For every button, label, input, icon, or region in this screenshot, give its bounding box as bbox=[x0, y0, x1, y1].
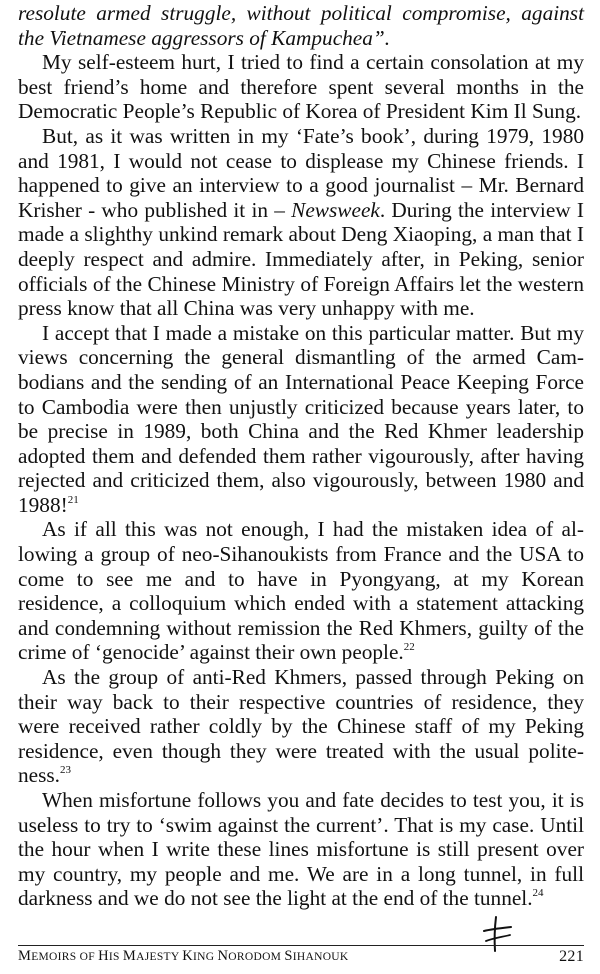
paragraph bbox=[18, 124, 584, 321]
paragraph-text: But, as it was written in my ‘Fate’s book’, during 1979, 1980 and 1981, I would not cease to displease my Chinese friends. I happened to give an interview to a good journalist – Mr. Bernard Krisher - who published it in – bbox=[18, 123, 584, 222]
paragraph-text: My self-esteem hurt, I tried to find a certain consolation at my best friend’s home and therefore spent several months in the Democratic People’s Republic of Korea of President Kim Il Sung. bbox=[18, 50, 584, 124]
paragraph bbox=[18, 665, 584, 788]
paragraph-text: I accept that I made a mistake on this particular matter. But my views concerning the general dismantling of the armed Cambodians and the sending of an International Peace Keeping Force to Cambodia were then unjustly criticized because years later, to be precise in 1989, both China and the Red Khmer leadership adopted them and defended them rather vigourously, after having rejected and criticized them, also vigourously, between 1980 and 1988! bbox=[18, 320, 584, 517]
paragraph-continuation bbox=[18, 1, 584, 50]
paragraph bbox=[18, 788, 584, 911]
page-footer bbox=[18, 948, 584, 972]
paragraph-text: When misfortune follows you and fate decides to test you, it is useless to try to ‘swim against the current’. That is my case. Until the hour when I write these lines misfortune is still present over my country, my people and me. We are in a long tunnel, in full darkness and we do not see the light at the end of the tunnel. bbox=[18, 788, 584, 911]
paragraph bbox=[18, 321, 584, 518]
footer-rule bbox=[18, 945, 584, 946]
footnote-marker[interactable]: 23 bbox=[60, 764, 72, 777]
footnote-marker[interactable]: 24 bbox=[532, 887, 544, 900]
paragraph bbox=[18, 517, 584, 665]
paragraph-text: resolute armed struggle, without political compromise, against the Vietnamese aggressors of Kampuchea”. bbox=[18, 1, 584, 50]
paragraph-text: As the group of anti-Red Khmers, passed through Peking on their way back to their respective countries of residence, they were received rather coldly by the Chinese staff of my Peking residence, even though they were treated with the usual politeness. bbox=[18, 665, 584, 788]
paragraph bbox=[18, 50, 584, 124]
footnote-marker[interactable]: 22 bbox=[403, 641, 415, 654]
footnote-marker[interactable]: 21 bbox=[67, 493, 79, 506]
page-number: 221 bbox=[559, 948, 584, 965]
running-title: MEMOIRS OF HIS MAJESTY KING NORODOM SIHANOUK bbox=[18, 948, 349, 964]
body-text bbox=[18, 1, 584, 911]
publication-title: Newsweek bbox=[291, 197, 380, 222]
paragraph-text: As if all this was not enough, I had the mistaken idea of allowing a group of neo-Sihanoukists from France and the USA to come to see me and to have in Pyongyang, at my Korean residence, a colloquium which ended with a statement attacking and condemning without remission the Red Khmers, guilty of the crime of ‘genocide’ against their own people. bbox=[18, 517, 584, 665]
paragraph-text: . During the interview I made a slighthy unkind remark about Deng Xiaoping, a man that I deeply respect and admire. Immediately after, in Peking, senior officials of the Chinese Ministry of Foreign Affairs let the western press know that all China was very unhappy with me. bbox=[18, 197, 584, 321]
